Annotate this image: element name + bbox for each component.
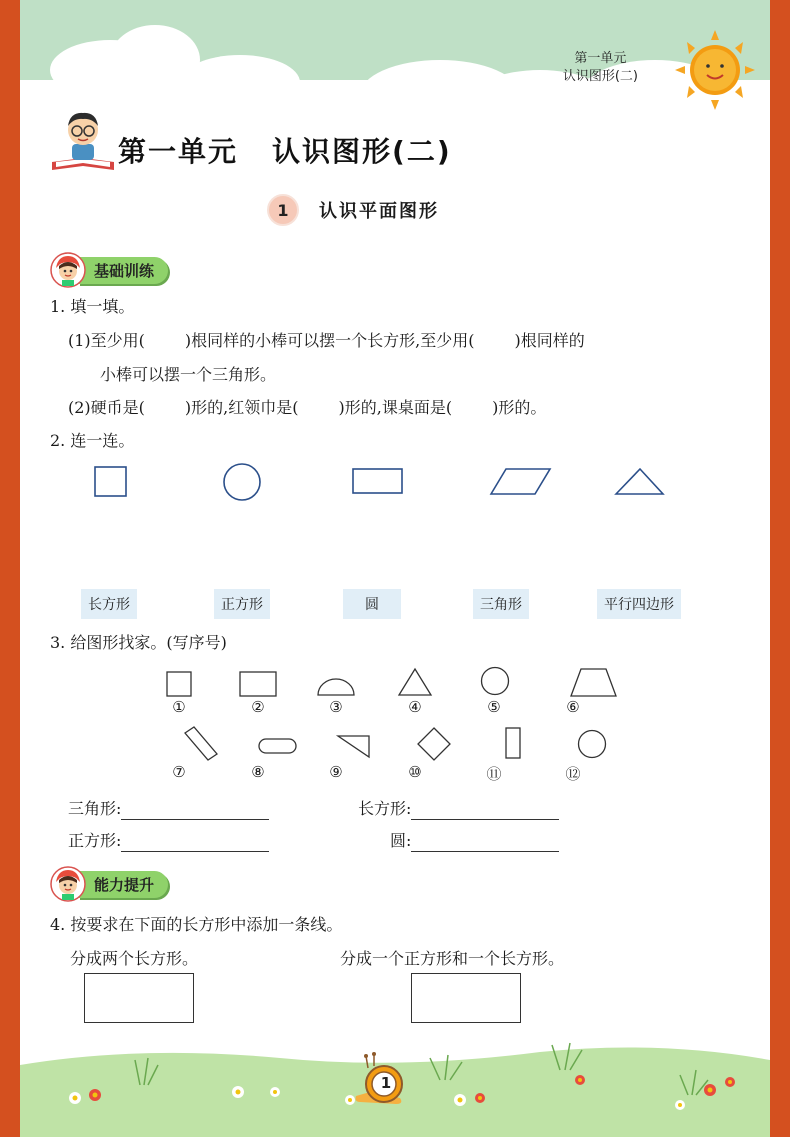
q3-rectangle-answer[interactable] xyxy=(411,801,559,820)
q3-square-answer[interactable] xyxy=(121,833,269,852)
q3-index: ① xyxy=(172,698,186,716)
triangle-shape[interactable] xyxy=(616,469,663,494)
q3-shape-1 xyxy=(167,672,191,696)
q3-rectangle-row xyxy=(358,798,559,820)
q1-sub1-b: )根同样的小棒可以摆一个长方形,至少用( xyxy=(184,331,475,350)
girl-avatar-icon xyxy=(50,866,86,902)
q4-left-rectangle[interactable] xyxy=(84,973,194,1023)
q3-rectangle-label: 长方形: xyxy=(358,799,412,818)
lesson-title: 认识平面图形 xyxy=(319,201,439,222)
q3-shape-4 xyxy=(399,669,431,695)
q4-left-task: 分成两个长方形。 xyxy=(70,949,199,968)
q3-shape-7 xyxy=(185,727,217,760)
q2-name-box[interactable]: 平行四边形 xyxy=(597,589,681,619)
q2-name-box[interactable]: 正方形 xyxy=(214,589,270,619)
q3-index: ⑩ xyxy=(408,763,422,781)
q3-index: ⑧ xyxy=(251,763,265,781)
q3-shape-12 xyxy=(579,731,606,758)
q1-sub2-c: )形的,课桌面是( xyxy=(338,398,453,417)
section-advanced xyxy=(50,867,168,901)
lesson-number: 1 xyxy=(267,194,299,226)
q1-sub2-d: )形的。 xyxy=(492,398,547,417)
unit-tag xyxy=(563,50,638,86)
q3-shape-10 xyxy=(418,728,450,760)
page-title-part1: 第一单元 xyxy=(118,135,239,168)
q1-sub2-line xyxy=(68,397,546,419)
q3-triangle-answer[interactable] xyxy=(121,801,269,820)
q3-index: ⑥ xyxy=(566,698,580,716)
q1-sub2-a: (2)硬币是( xyxy=(68,398,145,417)
q1-heading: 1. 填一填。 xyxy=(50,297,135,316)
q4-heading: 4. 按要求在下面的长方形中添加一条线。 xyxy=(50,915,343,934)
q3-shape-5 xyxy=(482,668,509,695)
parallelogram-shape[interactable] xyxy=(491,469,550,494)
q2-name-box[interactable]: 三角形 xyxy=(473,589,529,619)
q3-index: ⑫ xyxy=(565,765,581,783)
q3-index: ⑨ xyxy=(329,763,343,781)
q3-square-label: 正方形: xyxy=(68,831,122,850)
q3-shapes xyxy=(160,664,610,764)
worksheet-page xyxy=(20,0,770,1137)
page-title-part2: 认识图形(二) xyxy=(272,135,452,168)
q3-triangle-label: 三角形: xyxy=(68,799,122,818)
section-basic xyxy=(50,253,168,287)
unit-tag-line2: 认识图形(二) xyxy=(562,69,638,84)
q2-shapes xyxy=(90,462,690,507)
lesson-heading xyxy=(267,194,439,226)
q3-circle-label: 圆: xyxy=(390,831,412,850)
q1-sub1-a: (1)至少用( xyxy=(68,331,145,350)
q1-sub1-c: )根同样的 xyxy=(514,331,585,350)
q3-square-row xyxy=(68,830,269,852)
q4-right-rectangle[interactable] xyxy=(411,973,521,1023)
q1-sub2-b: )形的,红领巾是( xyxy=(184,398,299,417)
section-basic-label: 基础训练 xyxy=(78,257,168,284)
circle-shape[interactable] xyxy=(224,464,260,500)
q3-shape-9 xyxy=(338,736,369,757)
q2-heading: 2. 连一连。 xyxy=(50,431,135,450)
q3-triangle-row xyxy=(68,798,269,820)
q1-sub1-d: 小棒可以摆一个三角形。 xyxy=(100,365,277,384)
q1-sub1-line1 xyxy=(68,330,585,352)
q3-circle-answer[interactable] xyxy=(411,833,559,852)
q4-right-task: 分成一个正方形和一个长方形。 xyxy=(340,949,565,968)
q3-shape-8 xyxy=(259,739,296,753)
boy-reading-icon xyxy=(50,110,116,174)
q3-index: ④ xyxy=(408,698,422,716)
q3-index: ② xyxy=(251,698,265,716)
q3-index: ③ xyxy=(329,698,343,716)
unit-tag-line1: 第一单元 xyxy=(574,51,627,66)
sun-icon xyxy=(670,30,760,110)
q2-name-box[interactable]: 长方形 xyxy=(81,589,137,619)
q3-heading: 3. 给图形找家。(写序号) xyxy=(50,633,227,652)
q2-name-box[interactable]: 圆 xyxy=(343,589,401,619)
q3-shape-2 xyxy=(240,672,276,696)
q3-index: ⑦ xyxy=(172,763,186,781)
rectangle-shape[interactable] xyxy=(353,469,402,493)
q3-index: ⑤ xyxy=(487,698,501,716)
page-title xyxy=(118,130,452,170)
girl-avatar-icon xyxy=(50,252,86,288)
q3-shape-11 xyxy=(506,728,520,758)
square-shape[interactable] xyxy=(95,467,126,496)
q3-circle-row xyxy=(390,830,559,852)
page-number: 1 xyxy=(380,1074,392,1092)
q3-shape-3 xyxy=(318,679,354,695)
q3-shape-6 xyxy=(571,669,616,696)
section-advanced-label: 能力提升 xyxy=(78,871,168,898)
q3-index: ⑪ xyxy=(486,765,502,783)
